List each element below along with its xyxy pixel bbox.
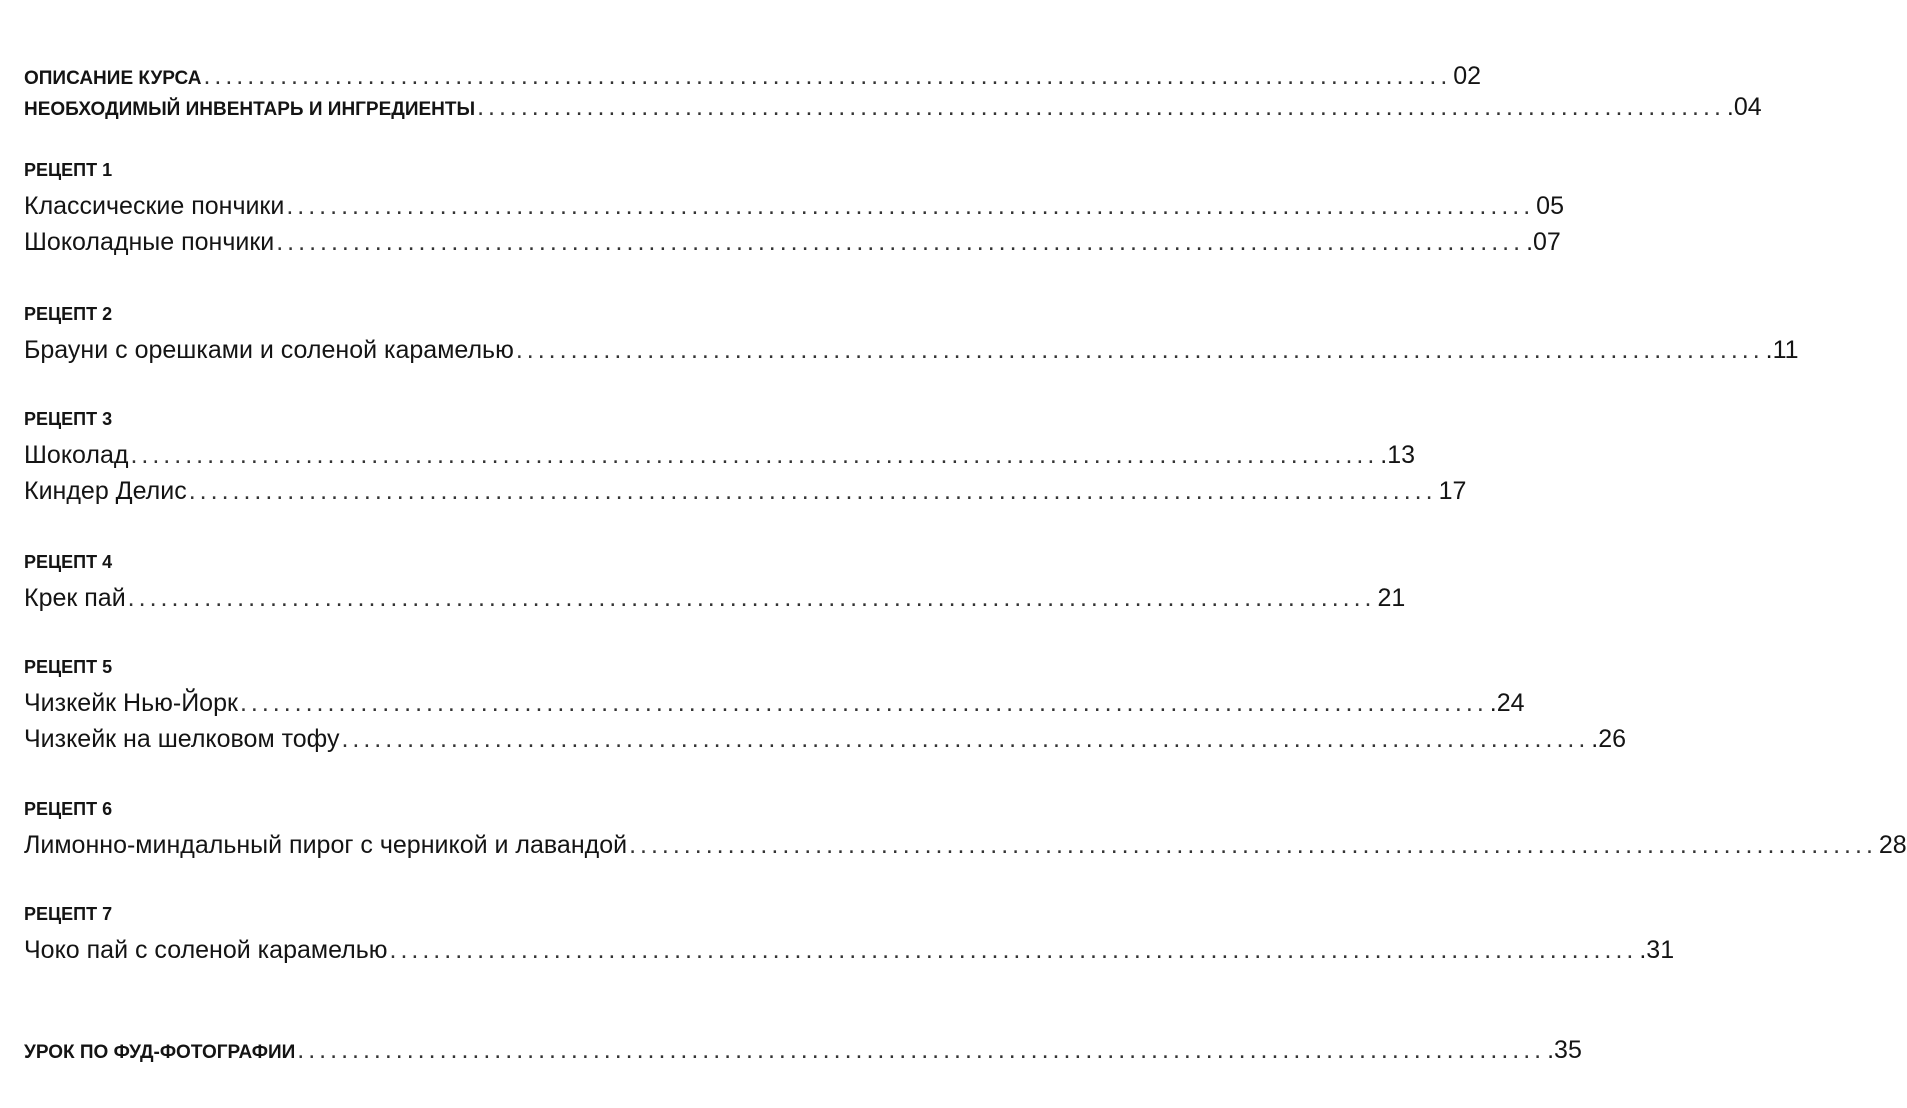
toc-entry (24, 441, 1416, 470)
dot-leader: .................................................................................................................. (629, 831, 1877, 859)
toc-entry-page: .13 (1380, 441, 1416, 469)
dot-leader: .................................................................................................................. (188, 477, 1437, 505)
dot-leader: .................................................................................................................. (341, 725, 1590, 753)
section-heading-recipe-7: РЕЦЕПТ 7 (24, 904, 113, 924)
dot-leader: .................................................................................................................. (276, 228, 1525, 256)
toc-entry-page: .35 (1547, 1036, 1582, 1064)
toc-entry-page: 17 (1438, 477, 1467, 505)
table-of-contents (24, 0, 1907, 1108)
dot-leader: .................................................................................................................. (389, 936, 1638, 964)
toc-entry-label: Шоколадные пончики (24, 228, 275, 256)
toc-entry-food-photography (24, 1036, 1582, 1065)
toc-entry-label: Лимонно-миндальный пирог с черникой и лавандой (24, 831, 628, 859)
toc-entry-label: Крек пай (24, 584, 126, 612)
dot-leader: .................................................................................................................. (515, 336, 1764, 364)
toc-entry-page: .31 (1639, 936, 1675, 964)
toc-entry-label: Киндер Делис (24, 477, 187, 505)
toc-entry-page: 28 (1878, 831, 1907, 859)
toc-entry (24, 725, 1627, 754)
toc-entry-label: Шоколад (24, 441, 129, 469)
toc-entry-page: 21 (1377, 584, 1406, 612)
toc-entry-label: НЕОБХОДИМЫЙ ИНВЕНТАРЬ И ИНГРЕДИЕНТЫ (24, 99, 476, 120)
toc-entry-label: Чоко пай с соленой карамелью (24, 936, 388, 964)
toc-entry (24, 192, 1564, 221)
section-heading-recipe-2: РЕЦЕПТ 2 (24, 304, 113, 324)
dot-leader: .................................................................................................................. (297, 1036, 1546, 1064)
toc-entry (24, 228, 1561, 257)
dot-leader: .................................................................................................................. (127, 584, 1376, 612)
toc-entry-course-description (24, 62, 1482, 91)
toc-entry (24, 336, 1799, 365)
dot-leader: .................................................................................................................. (477, 93, 1725, 121)
toc-entry-page: .26 (1591, 725, 1627, 753)
toc-entry-equipment (24, 93, 1762, 122)
toc-entry (24, 831, 1907, 860)
section-heading-recipe-1: РЕЦЕПТ 1 (24, 160, 113, 180)
toc-entry-page: .07 (1526, 228, 1561, 256)
toc-entry-page: .24 (1489, 689, 1525, 717)
toc-entry (24, 584, 1406, 613)
toc-entry-page: 05 (1536, 192, 1564, 220)
toc-entry-page: 02 (1453, 62, 1482, 90)
dot-leader: .................................................................................................................. (203, 62, 1452, 90)
toc-entry (24, 936, 1675, 965)
section-heading-recipe-3: РЕЦЕПТ 3 (24, 409, 113, 429)
section-heading-recipe-4: РЕЦЕПТ 4 (24, 552, 113, 572)
section-heading-recipe-5: РЕЦЕПТ 5 (24, 657, 113, 677)
toc-entry-label: ОПИСАНИЕ КУРСА (24, 68, 202, 89)
toc-entry-label: УРОК ПО ФУД-ФОТОГРАФИИ (24, 1042, 296, 1063)
toc-entry (24, 689, 1525, 718)
toc-entry-label: Брауни с орешками и соленой карамелью (24, 336, 514, 364)
toc-entry-label: Чизкейк Нью-Йорк (24, 689, 238, 717)
toc-entry (24, 477, 1467, 506)
dot-leader: .................................................................................................................. (239, 689, 1488, 717)
section-heading-recipe-6: РЕЦЕПТ 6 (24, 799, 113, 819)
toc-entry-page: .04 (1726, 93, 1762, 121)
toc-entry-page: .11 (1765, 336, 1799, 364)
dot-leader: .................................................................................................................. (286, 192, 1535, 220)
toc-entry-label: Классические пончики (24, 192, 285, 220)
toc-entry-label: Чизкейк на шелковом тофу (24, 725, 340, 753)
dot-leader: .................................................................................................................. (130, 441, 1379, 469)
